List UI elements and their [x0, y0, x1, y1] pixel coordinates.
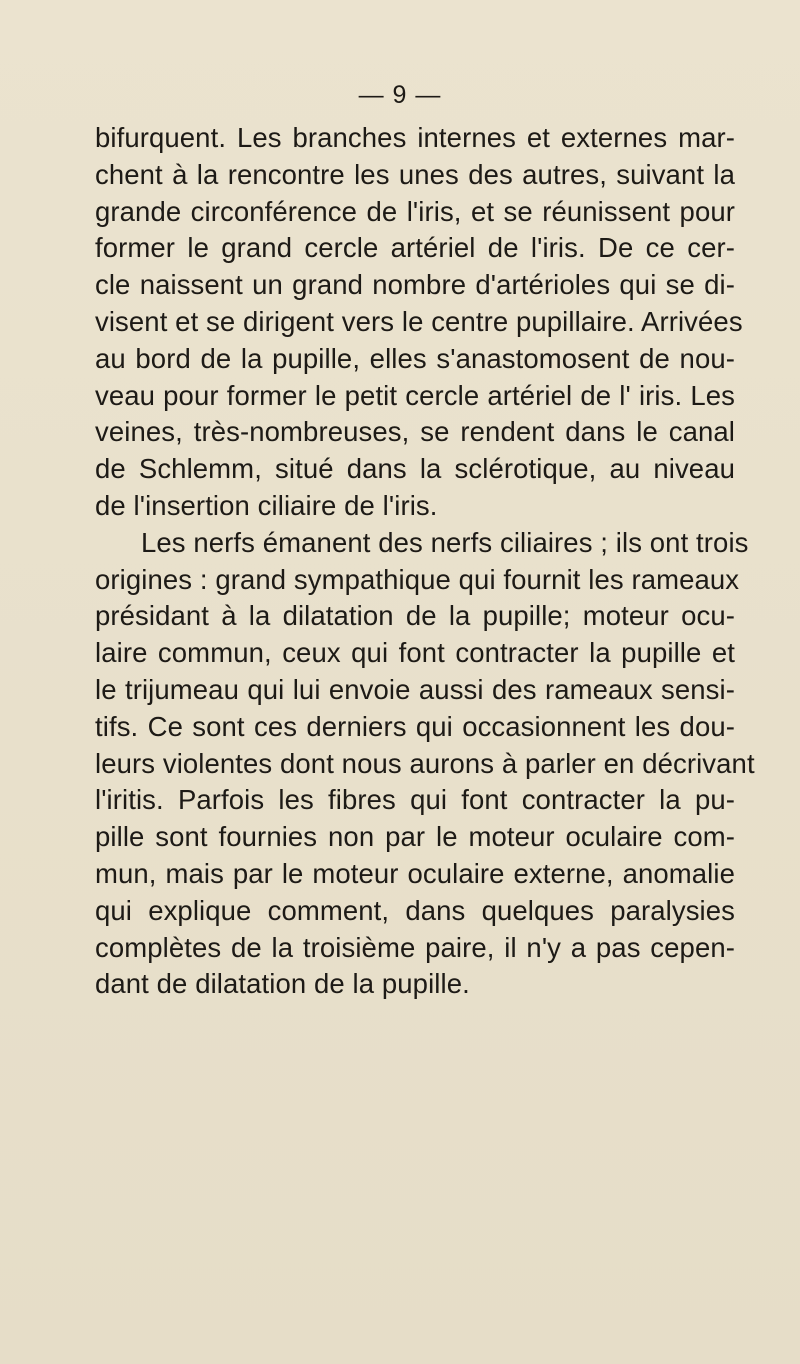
paragraph-2: [95, 525, 755, 1003]
text-line: bifurquent. Les branches internes et externes mar-: [95, 122, 735, 153]
text-line: laire commun, ceux qui font contracter la pupille et: [95, 637, 735, 669]
text-line: visent et se dirigent vers le centre pupillaire. Arrivées: [95, 305, 743, 337]
text-line: au bord de la pupille, elles s'anastomosent de nou-: [95, 342, 735, 374]
text-line: origines : grand sympathique qui fournit les rameaux: [95, 563, 740, 595]
text-line: de l'insertion ciliaire de l'iris.: [95, 489, 438, 521]
text-line: pille sont fournies non par le moteur oculaire com-: [95, 821, 735, 853]
text-line: grande circonférence de l'iris, et se réunissent pour: [95, 195, 735, 227]
text-line: mun, mais par le moteur oculaire externe, anomalie: [95, 857, 735, 889]
text-line: présidant à la dilatation de la pupille; moteur ocu-: [95, 600, 735, 632]
page-body: [95, 120, 755, 1003]
text-line: qui explique comment, dans quelques paralysies: [95, 894, 735, 926]
text-line: leurs violentes dont nous aurons à parler en décrivant: [95, 747, 755, 779]
text-line: de Schlemm, situé dans la sclérotique, au niveau: [95, 453, 735, 485]
text-line: chent à la rencontre les unes des autres, suivant la: [95, 158, 735, 190]
text-line: veines, très-nombreuses, se rendent dans le canal: [95, 416, 735, 448]
text-line: dant de dilatation de la pupille.: [95, 968, 470, 1000]
text-line: l'iritis. Parfois les fibres qui font contracter la pu-: [95, 784, 735, 816]
text-line: former le grand cercle artériel de l'iris. De ce cer-: [95, 232, 735, 264]
text-line: Les nerfs émanent des nerfs ciliaires ; ils ont trois: [141, 526, 749, 558]
text-line: cle naissent un grand nombre d'artérioles qui se di-: [95, 269, 735, 301]
text-line: veau pour former le petit cercle artériel de l' iris. Les: [95, 379, 735, 411]
text-line: le trijumeau qui lui envoie aussi des rameaux sensi-: [95, 673, 735, 705]
text-line: tifs. Ce sont ces derniers qui occasionnent les dou-: [95, 710, 735, 742]
paragraph-1: [95, 120, 743, 525]
page-number: — 9 —: [358, 81, 442, 109]
text-line: complètes de la troisième paire, il n'y a pas cepen-: [95, 931, 735, 963]
